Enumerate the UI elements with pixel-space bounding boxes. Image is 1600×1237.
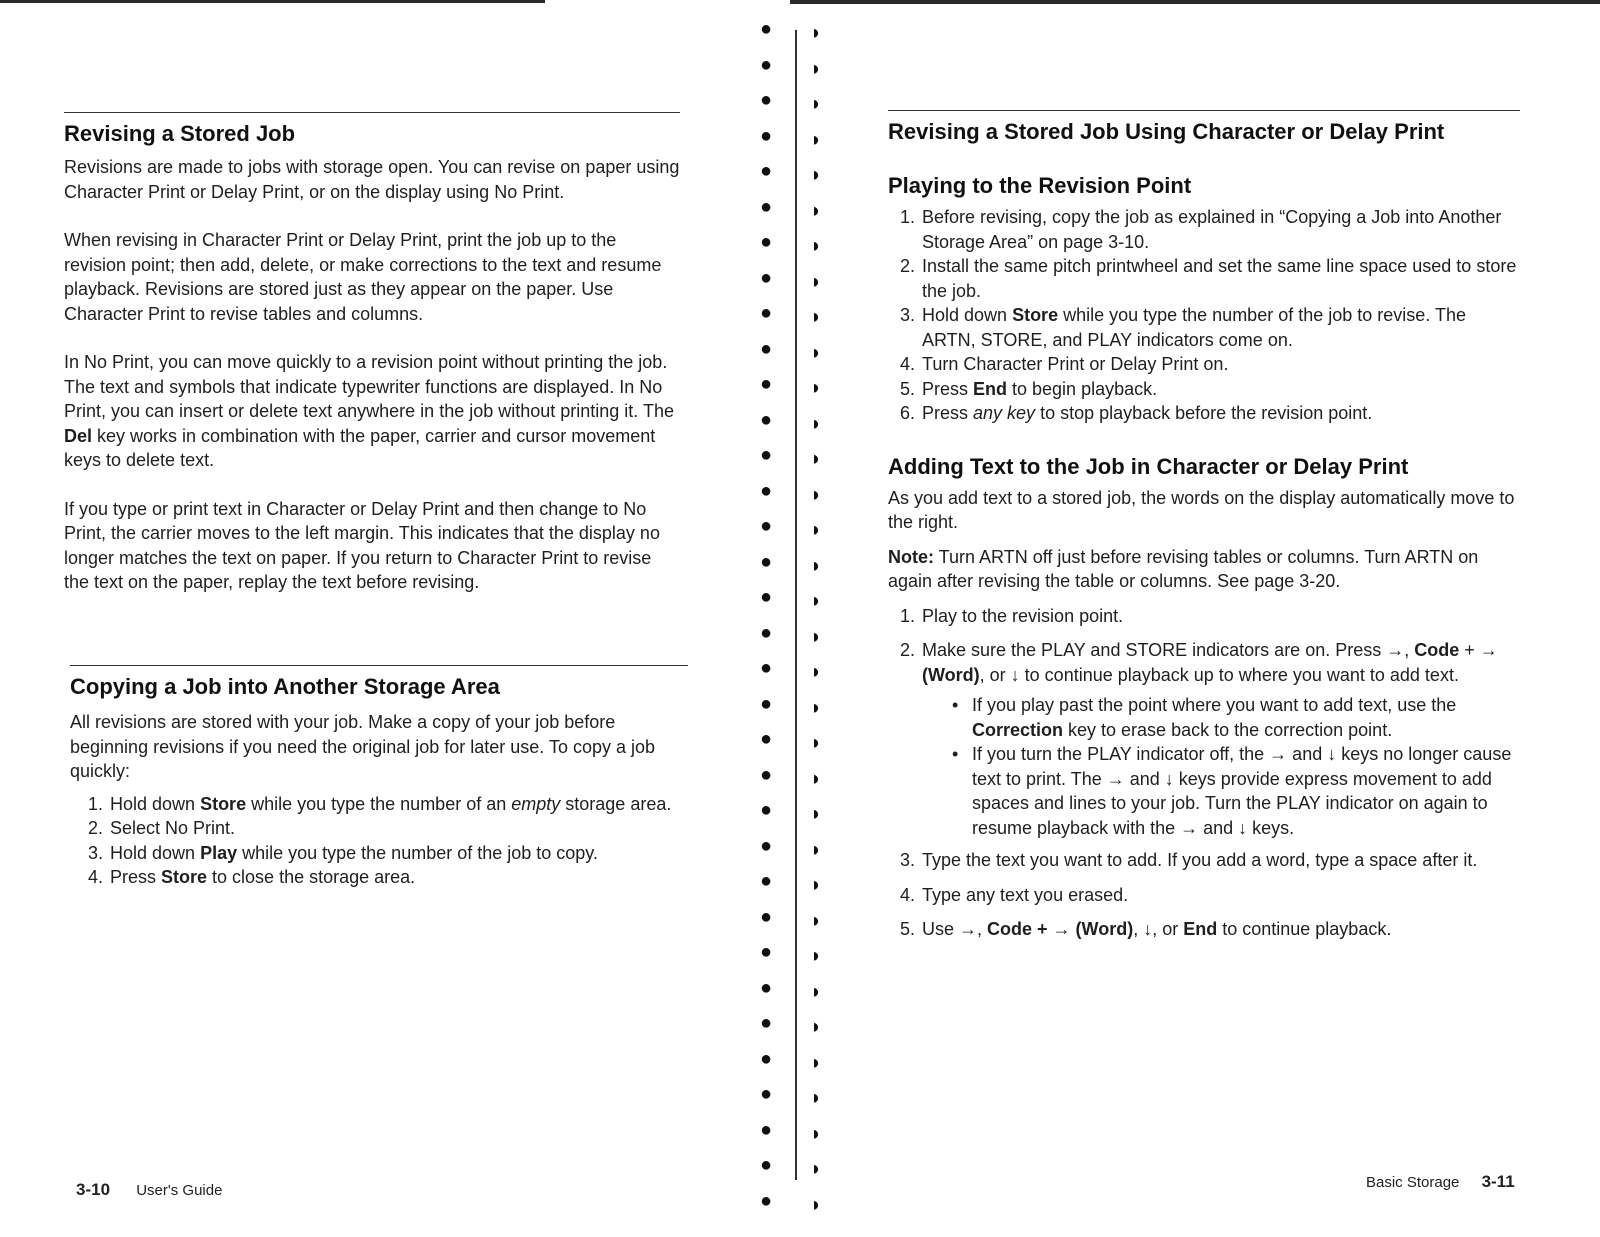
binding-ring-right: ◗ <box>810 1193 823 1216</box>
footer-right <box>1366 1172 1515 1192</box>
binding-ring-right: ◗ <box>810 448 823 470</box>
bullet-list <box>922 693 1520 840</box>
section-rule <box>888 110 1520 111</box>
list-item: 6. Press any key to stop playback before the revision point. <box>900 403 1373 423</box>
binding-ring-left: ● <box>760 124 773 147</box>
list-item: 4. Turn Character Print or Delay Print on. <box>900 354 1229 374</box>
binding-ring-right: ◗ <box>810 554 823 577</box>
binding-ring-left: ● <box>760 337 773 360</box>
binding-ring-left: ● <box>760 550 773 573</box>
list-item: 4. Type any text you erased. <box>900 884 1129 905</box>
list-item: 3. Hold down Store while you type the number of the job to revise. The ARTN, STORE, and PLAY indicators come on. <box>900 305 1466 350</box>
page-number: 3-10 <box>76 1180 111 1199</box>
paragraph: If you type or print text in Character or Delay Print and then change to No Print, the carrier moves to the left margin. This indicates that the display no longer matches the text on paper. If you return to Character Print to revise the text on the paper, replay the text before revising. <box>64 498 660 592</box>
binding-ring-right: ◗ <box>810 270 823 293</box>
binding-ring-right: ◗ <box>810 838 823 861</box>
binding-ring-right: ◗ <box>810 767 823 790</box>
list-item: 2. Select No Print. <box>88 818 236 838</box>
binding-ring-left: ● <box>760 266 773 289</box>
binding-ring-left: ● <box>760 1012 773 1034</box>
binding-ring-left: ● <box>760 763 773 786</box>
binding-ring-right: ◗ <box>810 590 823 612</box>
paragraph: Revisions are made to jobs with storage open. You can revise on paper using Character Print or Delay Print, or on the display using No Print. <box>64 157 680 202</box>
binding-ring-right: ◗ <box>810 93 823 115</box>
binding-ring-left: ● <box>760 692 773 715</box>
binding-ring-left: ● <box>760 1118 773 1141</box>
binding-ring-left: ● <box>760 89 773 111</box>
subsection-title: Adding Text to the Job in Character or Delay Print <box>888 453 1409 479</box>
binding-ring-left: ● <box>760 1154 773 1176</box>
binding-ring-right: ◗ <box>810 803 823 825</box>
note: Note: Turn ARTN off just before revising tables or columns. Turn ARTN on again after revising the table or columns. See page 3-20. <box>888 546 1479 591</box>
binding-ring-right: ◗ <box>810 412 823 435</box>
list-item: 2. Install the same pitch printwheel and set the same line space used to store the job. <box>900 256 1517 301</box>
footer-label: User's Guide <box>136 1182 223 1199</box>
section-rule <box>70 665 688 666</box>
bullet-item: • If you play past the point where you want to add text, use the Correction key to erase back to the correction point. <box>952 695 1457 740</box>
binding-ring-left: ● <box>760 231 773 253</box>
binding-ring-left: ● <box>760 373 773 395</box>
binding-ring-left: ● <box>760 160 773 182</box>
binding-ring-right: ◗ <box>810 661 823 683</box>
binding-ring-left: ● <box>760 18 773 40</box>
section-title: Copying a Job into Another Storage Area <box>70 674 500 699</box>
binding-ring-left: ● <box>760 834 773 857</box>
binding-ring-left: ● <box>760 941 773 963</box>
binding-ring-left: ● <box>760 621 773 644</box>
binding-ring-right: ◗ <box>810 625 823 648</box>
steps-list <box>888 604 1520 942</box>
binding-ring-right: ◗ <box>810 945 823 967</box>
list-item: 3. Type the text you want to add. If you add a word, type a space after it. <box>900 850 1478 870</box>
binding-ring-left: ● <box>760 1083 773 1105</box>
list-item: 1. Hold down Store while you type the number of an empty storage area. <box>88 793 672 814</box>
binding-ring-left: ● <box>760 976 773 999</box>
paragraph: All revisions are stored with your job. Make a copy of your job before beginning revisions if you need the original job for later use. To copy a job quickly: <box>70 712 656 781</box>
binding-ring-right: ◗ <box>810 483 823 506</box>
list-item: 2. Make sure the PLAY and STORE indicators are on. Press →, Code + → (Word), or ↓ to continue playback up to where you want to add text. • If you play past the point where you want to add text, use the Correction key to erase back to the correction point. • If you turn the PLAY indicator off, the → and ↓ keys no longer cause text to print. The → and ↓ keys provide express movement to add spaces and lines to your job. Turn the PLAY indicator on again to resume playback with the → and ↓ keys. <box>900 638 1520 840</box>
binding-ring-right: ◗ <box>810 199 823 222</box>
binding-ring-right: ◗ <box>810 128 823 151</box>
paragraph: In No Print, you can move quickly to a revision point without printing the job. The text and symbols that indicate typewriter functions are displayed. In No Print, you can insert or delete text anywhere in the job without printing it. The Del key works in combination with the paper, carrier and cursor movement keys to delete text. <box>64 352 675 470</box>
binding-ring-right: ◗ <box>810 235 823 257</box>
footer-left <box>76 1180 222 1200</box>
binding-ring-right: ◗ <box>810 1051 823 1074</box>
list-item: 4. Press Store to close the storage area. <box>88 867 416 887</box>
binding-ring-left: ● <box>760 515 773 537</box>
top-edge-right <box>790 0 1600 4</box>
binding-ring-right: ◗ <box>810 980 823 1003</box>
binding-ring-right: ◗ <box>810 341 823 364</box>
paragraph: As you add text to a stored job, the words on the display automatically move to the right. <box>888 487 1515 532</box>
binding-ring-right: ◗ <box>810 1122 823 1145</box>
binding-ring-left: ● <box>760 1047 773 1070</box>
list-item: 1. Play to the revision point. <box>900 605 1124 626</box>
binding-ring-right: ◗ <box>810 696 823 719</box>
list-item: 5. Use →, Code + → (Word), ↓, or End to continue playback. <box>900 919 1392 939</box>
binding-ring-right: ◗ <box>810 1016 823 1038</box>
binding-ring-right: ◗ <box>810 164 823 186</box>
binding-ring-left: ● <box>760 444 773 466</box>
binding-ring-right: ◗ <box>810 1087 823 1109</box>
binding-ring-left: ● <box>760 1189 773 1212</box>
binding-ring-right: ◗ <box>810 306 823 328</box>
binding-ring-right: ◗ <box>810 22 823 44</box>
steps-list <box>70 792 688 890</box>
steps-list <box>888 205 1520 426</box>
list-item: 3. Hold down Play while you type the number of the job to copy. <box>88 842 598 863</box>
binding-ring-left: ● <box>760 905 773 928</box>
top-edge-left <box>0 0 545 3</box>
binding-ring-left: ● <box>760 657 773 679</box>
binding-ring-right: ◗ <box>810 519 823 541</box>
binding-ring-right: ◗ <box>810 377 823 399</box>
section-revising-char-delay <box>888 110 1520 942</box>
binding-ring-left: ● <box>760 586 773 608</box>
binding-ring-left: ● <box>760 195 773 218</box>
spiral-binding <box>740 0 850 1237</box>
binding-spine <box>795 30 797 1180</box>
key-del: Del <box>64 425 93 446</box>
binding-ring-right: ◗ <box>810 57 823 80</box>
section-rule <box>64 112 680 113</box>
footer-label: Basic Storage <box>1366 1174 1460 1191</box>
binding-ring-left: ● <box>760 799 773 821</box>
section-revising-stored-job <box>64 112 680 595</box>
binding-ring-right: ◗ <box>810 909 823 932</box>
section-title: Revising a Stored Job Using Character or Delay Print <box>888 119 1445 144</box>
subsection-title: Playing to the Revision Point <box>888 173 1192 198</box>
binding-ring-right: ◗ <box>810 874 823 896</box>
section-title: Revising a Stored Job <box>64 121 296 146</box>
binding-ring-left: ● <box>760 479 773 502</box>
section-copying-job <box>70 665 688 890</box>
list-item: 1. Before revising, copy the job as explained in “Copying a Job into Another Storage Area” on page 3-10. <box>900 207 1502 252</box>
binding-ring-right: ◗ <box>810 1158 823 1180</box>
binding-ring-left: ● <box>760 408 773 431</box>
paragraph: When revising in Character Print or Delay Print, print the job up to the revision point; then add, delete, or make corrections to the text and resume playback. Revisions are stored just as they appear on the paper. Use Character Print to revise tables and columns. <box>64 230 662 324</box>
list-item: 5. Press End to begin playback. <box>900 378 1158 399</box>
binding-ring-right: ◗ <box>810 732 823 754</box>
binding-ring-left: ● <box>760 53 773 76</box>
note-label: Note: <box>888 546 934 567</box>
binding-ring-left: ● <box>760 302 773 324</box>
bullet-item: • If you turn the PLAY indicator off, the → and ↓ keys no longer cause text to print. The → and ↓ keys provide express movement to add spaces and lines to your job. Turn the PLAY indicator on again to resume playback with the → and ↓ keys. <box>952 744 1512 838</box>
page-number: 3-11 <box>1481 1172 1515 1191</box>
binding-ring-left: ● <box>760 870 773 892</box>
binding-ring-left: ● <box>760 728 773 750</box>
